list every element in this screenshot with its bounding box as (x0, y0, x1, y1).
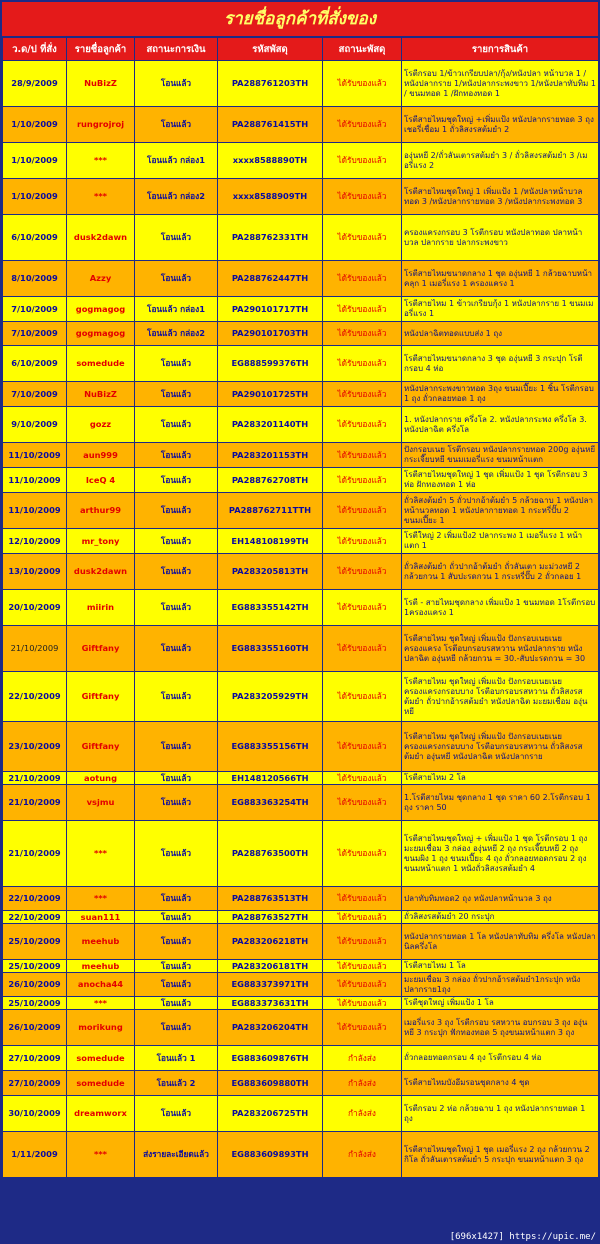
payment-status: โอนแล้ว (135, 407, 218, 443)
tracking-code: EG888599376TH (218, 346, 323, 382)
tracking-code: PA290101717TH (218, 297, 323, 322)
order-date: 25/10/2009 (3, 960, 67, 973)
customer-name: Giftfany (67, 626, 135, 672)
item-list: ถั่วลิสงต้มยำ ถั่วปากอ้าต้มยำ ถั่วลันเตา มะม่วงหยี 2 กล้วยกวน 1 สับปะรดกวน 1 กระหรี่ปั๊บ 2 ถั่วกลอย 1 (402, 554, 599, 590)
table-row (3, 493, 599, 529)
item-list: โรตีสายไหมชุดใหญ่ 1 เพิ่มแป้ง 1 /หนังปลาหน้าบวลทอด 3 /หนังปลากรายทอด 3 /หนังปลากระพงทอด 3 (402, 179, 599, 215)
item-list: โรตีสายไหม ชุดใหญ่ เพิ่มแป้ง ปังกรอบเนยเนย ครองแครง โรตีอบกรอบรสหวาน หนังปลากราย หนังปลาฉิต องุ่นหยี กล้วยกวน = 30.-สับปะรดกวน = 30 (402, 626, 599, 672)
parcel-status: ได้รับของแล้ว (323, 297, 402, 322)
tracking-code: EG883355142TH (218, 590, 323, 626)
payment-status: ส่งรายละเอียดแล้ว (135, 1132, 218, 1178)
table-row (3, 107, 599, 143)
item-list: 1. หนังปลากราย ครึ่งโล 2. หนังปลากระพง ครึ่งโล 3. หนังปลาฉิต ครึ่งโล (402, 407, 599, 443)
item-list: ถั่วลิสงรสต้มยำ 20 กระปุก (402, 911, 599, 924)
parcel-status: ได้รับของแล้ว (323, 821, 402, 887)
item-list: โรตีกรอบ 2 ห่อ กล้วยฉาบ 1 ถุง หนังปลากรายทอด 1 ถุง (402, 1096, 599, 1132)
tracking-code: PA283205813TH (218, 554, 323, 590)
order-date: 7/10/2009 (3, 382, 67, 407)
order-date: 1/11/2009 (3, 1132, 67, 1178)
customer-name: miirin (67, 590, 135, 626)
customer-name: *** (67, 997, 135, 1010)
customer-name: dusk2dawn (67, 554, 135, 590)
tracking-code: PA290101703TH (218, 322, 323, 346)
table-row (3, 143, 599, 179)
tracking-code: PA283201140TH (218, 407, 323, 443)
customer-name: suan111 (67, 911, 135, 924)
order-date: 25/10/2009 (3, 997, 67, 1010)
tracking-code: PA283206725TH (218, 1096, 323, 1132)
payment-status: โอนแล้ว (135, 785, 218, 821)
parcel-status: ได้รับของแล้ว (323, 911, 402, 924)
parcel-status: ได้รับของแล้ว (323, 1010, 402, 1046)
payment-status: โอนแล้ว (135, 887, 218, 911)
table-row (3, 179, 599, 215)
item-list: 1.โรตีสายไหม ชุดกลาง 1 ชุด ราคา 60 2.โรตีกรอบ 1 ถุง ราคา 50 (402, 785, 599, 821)
tracking-code: PA290101725TH (218, 382, 323, 407)
tracking-code: PA288762447TH (218, 261, 323, 297)
parcel-status: ได้รับของแล้ว (323, 382, 402, 407)
col-header-tracking: รหัสพัสดุ (218, 38, 323, 61)
order-date: 27/10/2009 (3, 1046, 67, 1071)
customer-name: *** (67, 1132, 135, 1178)
item-list: โรตีสายไหมขนาดกลาง 3 ชุด องุ่นหยี 3 กระปุก โรตีกรอบ 4 ห่อ (402, 346, 599, 382)
table-row (3, 785, 599, 821)
payment-status: โอนแล้ว (135, 960, 218, 973)
parcel-status: ได้รับของแล้ว (323, 443, 402, 468)
table-row (3, 297, 599, 322)
order-date: 21/10/2009 (3, 772, 67, 785)
item-list: องุ่นหยี 2/ถั่วลันเตารสต้มยำ 3 / ถั่วลิสงรสต้มยำ 3 /เมอรี่แรง 2 (402, 143, 599, 179)
order-date: 7/10/2009 (3, 322, 67, 346)
payment-status: โอนแล้ว (135, 911, 218, 924)
table-row (3, 997, 599, 1010)
parcel-status: กำลังส่ง (323, 1046, 402, 1071)
item-list: ปังกรอบเนย โรตีกรอบ หนังปลากรายทอด 200g องุ่นหยี กระเจี๊ยบหยี ขนมเมอรี่แรง ขนมหน้าแตก (402, 443, 599, 468)
table-row (3, 346, 599, 382)
payment-status: โอนแล้ว (135, 626, 218, 672)
table-row (3, 61, 599, 107)
payment-status: โอนแล้ว (135, 554, 218, 590)
payment-status: โอนแล้ว (135, 107, 218, 143)
parcel-status: ได้รับของแล้ว (323, 785, 402, 821)
item-list: หนังปลากระพงขาวทอด 3ถุง ขนมเปี๊ยะ 1 ชิ้น โรตีกรอบ 1 ถุง ถั่วกลอยทอด 1 ถุง (402, 382, 599, 407)
tracking-code: EG883609880TH (218, 1071, 323, 1096)
item-list: โรตี - สายไหมชุดกลาง เพิ่มแป้ง 1 ขนมทอด 1โรตีกรอบ 1ครองแครง 1 (402, 590, 599, 626)
table-row (3, 772, 599, 785)
item-list: โรตีสายไหม ชุดใหญ่ เพิ่มแป้ง ปังกรอบเนยเนย ครองแครงกรอบบาง โรตีอบกรอบรสหวาน ถั่วลิสงรสต้มยำ ถั่วปากอ้ารสต้มยำ หนังปลาฉิต มะยมเชื่อม องุ่นหยี (402, 672, 599, 722)
customer-name: rungrojroj (67, 107, 135, 143)
col-header-date: ว.ด/ป ที่สั่ง (3, 38, 67, 61)
order-date: 21/10/2009 (3, 626, 67, 672)
tracking-code: PA288762331TH (218, 215, 323, 261)
table-row (3, 887, 599, 911)
order-date: 26/10/2009 (3, 973, 67, 997)
payment-status: โอนแล้ว กล่อง2 (135, 322, 218, 346)
customer-name: *** (67, 179, 135, 215)
parcel-status: ได้รับของแล้ว (323, 346, 402, 382)
table-row (3, 1132, 599, 1178)
table-row (3, 1010, 599, 1046)
parcel-status: ได้รับของแล้ว (323, 322, 402, 346)
order-date: 12/10/2009 (3, 529, 67, 554)
tracking-code: PA283206218TH (218, 924, 323, 960)
table-row (3, 626, 599, 672)
payment-status: โอนแล้ว (135, 973, 218, 997)
item-list: โรตีสายไหมชุดใหญ่ 1 ชุด เมอรี่แรง 2 ถุง กล้วยกวน 2 กิโล ถั่วลันเตารสต้มยำ 5 กระปุก ขนมหน้าแตก 3 ถุง (402, 1132, 599, 1178)
image-host-footer: [696x1427] https://upic.me/ (449, 1232, 596, 1242)
tracking-code: EG883355156TH (218, 722, 323, 772)
parcel-status: ได้รับของแล้ว (323, 924, 402, 960)
item-list: โรตีสายไหม 1 โล (402, 960, 599, 973)
table-row (3, 672, 599, 722)
order-date: 22/10/2009 (3, 672, 67, 722)
order-date: 26/10/2009 (3, 1010, 67, 1046)
item-list: เมอรี่แรง 3 ถุง โรตีกรอบ รสหวาน อบกรอบ 3 ถุง องุ่นหยี 3 กระปุก ฟักทองทอด 5 ถุงขนมหน้าแตก 3 ถุง (402, 1010, 599, 1046)
payment-status: โอนแล้ว (135, 468, 218, 493)
parcel-status: ได้รับของแล้ว (323, 887, 402, 911)
customer-name: somedude (67, 346, 135, 382)
table-row (3, 1046, 599, 1071)
customer-name: morikung (67, 1010, 135, 1046)
tracking-code: PA283206204TH (218, 1010, 323, 1046)
parcel-status: ได้รับของแล้ว (323, 179, 402, 215)
table-row (3, 722, 599, 772)
tracking-code: PA288762708TH (218, 468, 323, 493)
parcel-status: ได้รับของแล้ว (323, 772, 402, 785)
payment-status: โอนแล้ว กล่อง1 (135, 143, 218, 179)
tracking-code: PA288761415TH (218, 107, 323, 143)
customer-name: dreamworx (67, 1096, 135, 1132)
payment-status: โอนแล้ว กล่อง2 (135, 179, 218, 215)
table-row (3, 529, 599, 554)
item-list: โรตีสายไหม ชุดใหญ่ เพิ่มแป้ง ปังกรอบเนยเนย ครองแครงกรอบบาง โรตีอบกรอบรสหวาน ถั่วลิสงรสต้มยำ องุ่นหยี หนังปลาฉิต หนังปลากราย (402, 722, 599, 772)
tracking-code: PA288763527TH (218, 911, 323, 924)
parcel-status: ได้รับของแล้ว (323, 215, 402, 261)
col-header-parcel-status: สถานะพัสดุ (323, 38, 402, 61)
payment-status: โอนแล้ว 1 (135, 1046, 218, 1071)
customer-name: NuBizZ (67, 382, 135, 407)
payment-status: โอนแล้ว (135, 772, 218, 785)
orders-table (2, 37, 599, 1178)
customer-name: gogmagog (67, 322, 135, 346)
customer-name: Azzy (67, 261, 135, 297)
payment-status: โอนแล้ว (135, 215, 218, 261)
item-list: โรตีใหญ่ 2 เพิ่มแป้ง2 ปลากระพง 1 เมอรี่แรง 1 หน้าแตก 1 (402, 529, 599, 554)
tracking-code: EG883373631TH (218, 997, 323, 1010)
parcel-status: กำลังส่ง (323, 1096, 402, 1132)
item-list: ครองแครงกรอบ 3 โรตีกรอบ หนังปลาทอด ปลาหน้าบวล ปลากราย ปลากระพงขาว (402, 215, 599, 261)
tracking-code: PA288761203TH (218, 61, 323, 107)
customer-name: *** (67, 143, 135, 179)
customer-name: *** (67, 821, 135, 887)
order-date: 11/10/2009 (3, 468, 67, 493)
order-date: 23/10/2009 (3, 722, 67, 772)
payment-status: โอนแล้ว (135, 924, 218, 960)
parcel-status: ได้รับของแล้ว (323, 529, 402, 554)
customer-name: somedude (67, 1046, 135, 1071)
payment-status: โอนแล้ว (135, 722, 218, 772)
item-list: โรตีกรอบ 1/ข้าวเกรียบปลา/กุ้ง/หนังปลา หน้าบวล 1 /หนังปลากราย 1/หนังปลากระพงขาว 1/หนังปลาทับทิม 1 / ขนมทอด 1 /ฝักทองทอด 1 (402, 61, 599, 107)
parcel-status: ได้รับของแล้ว (323, 672, 402, 722)
parcel-status: กำลังส่ง (323, 1071, 402, 1096)
tracking-code: PA288762711TTH (218, 493, 323, 529)
order-date: 11/10/2009 (3, 493, 67, 529)
parcel-status: ได้รับของแล้ว (323, 61, 402, 107)
tracking-code: EG883363254TH (218, 785, 323, 821)
payment-status: โอนแล้ว (135, 590, 218, 626)
table-body (3, 61, 599, 1178)
item-list: โรตีชุดใหญ่ เพิ่มแป้ง 1 โล (402, 997, 599, 1010)
table-row (3, 924, 599, 960)
parcel-status: ได้รับของแล้ว (323, 590, 402, 626)
order-date: 20/10/2009 (3, 590, 67, 626)
payment-status: โอนแล้ว (135, 346, 218, 382)
order-date: 21/10/2009 (3, 785, 67, 821)
order-date: 6/10/2009 (3, 346, 67, 382)
item-list: โรตีสายไหมบังอีมรอนชุดกลาง 4 ชุด (402, 1071, 599, 1096)
item-list: โรตีสายไหมชุดใหญ่ +เพิ่มแป้ง หนังปลากรายทอด 3 ถุง เชอรี่เชื่อม 1 ถั่วลิสงรสต้มยำ 2 (402, 107, 599, 143)
tracking-code: PA283206181TH (218, 960, 323, 973)
order-date: 1/10/2009 (3, 179, 67, 215)
order-date: 30/10/2009 (3, 1096, 67, 1132)
order-date: 11/10/2009 (3, 443, 67, 468)
tracking-code: xxxx8588890TH (218, 143, 323, 179)
order-date: 6/10/2009 (3, 215, 67, 261)
order-date: 13/10/2009 (3, 554, 67, 590)
item-list: ปลาทับทิมทอด2 ถุง หนังปลาหน้านวล 3 ถุง (402, 887, 599, 911)
customer-name: IceQ 4 (67, 468, 135, 493)
customer-name: Giftfany (67, 722, 135, 772)
tracking-code: EG883609876TH (218, 1046, 323, 1071)
table-row (3, 554, 599, 590)
customer-name: *** (67, 887, 135, 911)
order-date: 21/10/2009 (3, 821, 67, 887)
item-list: ถั่วลิสงต้มยำ 5 ถั่วปากอ้าต้มยำ 5 กล้วยฉาบ 1 หนังปลาหน้านวลทอด 1 หนังปลากายทอด 1 กระหรี่ปั๊บ 2 ขนมเปี๊ยะ 1 (402, 493, 599, 529)
customer-name: meehub (67, 960, 135, 973)
order-date: 7/10/2009 (3, 297, 67, 322)
parcel-status: ได้รับของแล้ว (323, 973, 402, 997)
tracking-code: EG883373971TH (218, 973, 323, 997)
tracking-code: EG883355160TH (218, 626, 323, 672)
customer-name: Giftfany (67, 672, 135, 722)
payment-status: โอนแล้ว (135, 821, 218, 887)
customer-name: aotung (67, 772, 135, 785)
customer-name: vsjmu (67, 785, 135, 821)
item-list: มะยมเชื่อม 3 กล่อง ถั่วปากอ้ารสต้มยำ1กระปุก หนังปลากราย1ถุง (402, 973, 599, 997)
payment-status: โอนแล้ว (135, 61, 218, 107)
order-date: 27/10/2009 (3, 1071, 67, 1096)
payment-status: โอนแล้ว (135, 1096, 218, 1132)
order-date: 9/10/2009 (3, 407, 67, 443)
parcel-status: ได้รับของแล้ว (323, 468, 402, 493)
tracking-code: xxxx8588909TH (218, 179, 323, 215)
tracking-code: PA283205929TH (218, 672, 323, 722)
payment-status: โอนแล้ว (135, 997, 218, 1010)
order-date: 22/10/2009 (3, 911, 67, 924)
table-row (3, 1071, 599, 1096)
customer-name: dusk2dawn (67, 215, 135, 261)
table-row (3, 590, 599, 626)
customer-name: anocha44 (67, 973, 135, 997)
parcel-status: กำลังส่ง (323, 1132, 402, 1178)
order-date: 28/9/2009 (3, 61, 67, 107)
tracking-code: PA288763500TH (218, 821, 323, 887)
payment-status: โอนแล้ว (135, 261, 218, 297)
col-header-customer: รายชื่อลูกค้า (67, 38, 135, 61)
table-row (3, 407, 599, 443)
tracking-code: PA288763513TH (218, 887, 323, 911)
order-date: 22/10/2009 (3, 887, 67, 911)
payment-status: โอนแล้ว (135, 382, 218, 407)
parcel-status: ได้รับของแล้ว (323, 722, 402, 772)
table-row (3, 973, 599, 997)
customer-name: mr_tony (67, 529, 135, 554)
payment-status: โอนแล้ว (135, 529, 218, 554)
parcel-status: ได้รับของแล้ว (323, 997, 402, 1010)
order-date: 8/10/2009 (3, 261, 67, 297)
customer-name: NuBizZ (67, 61, 135, 107)
customer-name: meehub (67, 924, 135, 960)
tracking-code: PA283201153TH (218, 443, 323, 468)
table-row (3, 261, 599, 297)
item-list: หนังปลากรายทอด 1 โล หนังปลาทับทิม ครึ่งโล หนังปลานิลครึ่งโล (402, 924, 599, 960)
parcel-status: ได้รับของแล้ว (323, 626, 402, 672)
item-list: โรตีสายไหมขนาดกลาง 1 ชุด องุ่นหยี 1 กล้วยฉาบหน้าคลุก 1 เมอรี่แรง 1 ครองแครง 1 (402, 261, 599, 297)
parcel-status: ได้รับของแล้ว (323, 107, 402, 143)
parcel-status: ได้รับของแล้ว (323, 407, 402, 443)
payment-status: โอนแล้ว (135, 493, 218, 529)
payment-status: โอนแล้ว 2 (135, 1071, 218, 1096)
table-row (3, 468, 599, 493)
payment-status: โอนแล้ว (135, 443, 218, 468)
table-row (3, 821, 599, 887)
tracking-code: EH148108199TH (218, 529, 323, 554)
table-row (3, 911, 599, 924)
parcel-status: ได้รับของแล้ว (323, 960, 402, 973)
item-list: โรตีสายไหม 2 โล (402, 772, 599, 785)
customer-name: gozz (67, 407, 135, 443)
order-date: 1/10/2009 (3, 143, 67, 179)
item-list: ถั่วกลอยทอดกรอบ 4 ถุง โรตีกรอบ 4 ห่อ (402, 1046, 599, 1071)
customer-name: aun999 (67, 443, 135, 468)
payment-status: โอนแล้ว กล่อง1 (135, 297, 218, 322)
header-row (3, 38, 599, 61)
payment-status: โอนแล้ว (135, 1010, 218, 1046)
page-title: รายชื่อลูกค้าที่สั่งของ (2, 2, 598, 36)
tracking-code: EG883609893TH (218, 1132, 323, 1178)
order-date: 1/10/2009 (3, 107, 67, 143)
parcel-status: ได้รับของแล้ว (323, 143, 402, 179)
order-date: 25/10/2009 (3, 924, 67, 960)
table-row (3, 443, 599, 468)
tracking-code: EH148120566TH (218, 772, 323, 785)
item-list: โรตีสายไหม 1 ข้าวเกรียบกุ้ง 1 หนังปลากราย 1 ขนมเมอรี่แรง 1 (402, 297, 599, 322)
table-row (3, 382, 599, 407)
col-header-items: รายการสินค้า (402, 38, 599, 61)
parcel-status: ได้รับของแล้ว (323, 493, 402, 529)
item-list: โรตีสายไหมชุดใหญ่ 1 ชุด เพิ่มแป้ง 1 ชุด โรตีกรอบ 3 ห่อ ฝักทองทอด 1 ห่อ (402, 468, 599, 493)
table-row (3, 215, 599, 261)
item-list: หนังปลาฉิตทอดแบบส่ง 1 ถุง (402, 322, 599, 346)
col-header-payment: สถานะการเงิน (135, 38, 218, 61)
item-list: โรตีสายไหมชุดใหญ่ + เพิ่มแป้ง 1 ชุด โรตีกรอบ 1 ถุง มะยมเชื่อม 3 กล่อง องุ่นหยี 2 ถุง กระเจี๊ยบหยี 2 ถุง ขนมผิง 1 ถุง ขนมเปี๊ยะ 4 ถุง ถั่วกลอยทอดกรอบ 2 ถุง ขนมหน้าแตก 1 หนังถั่วลิสงรสต้มยำ 4 (402, 821, 599, 887)
table-row (3, 1096, 599, 1132)
payment-status: โอนแล้ว (135, 672, 218, 722)
customer-name: somedude (67, 1071, 135, 1096)
parcel-status: ได้รับของแล้ว (323, 554, 402, 590)
table-row (3, 960, 599, 973)
customer-name: gogmagog (67, 297, 135, 322)
table-row (3, 322, 599, 346)
customer-name: arthur99 (67, 493, 135, 529)
parcel-status: ได้รับของแล้ว (323, 261, 402, 297)
